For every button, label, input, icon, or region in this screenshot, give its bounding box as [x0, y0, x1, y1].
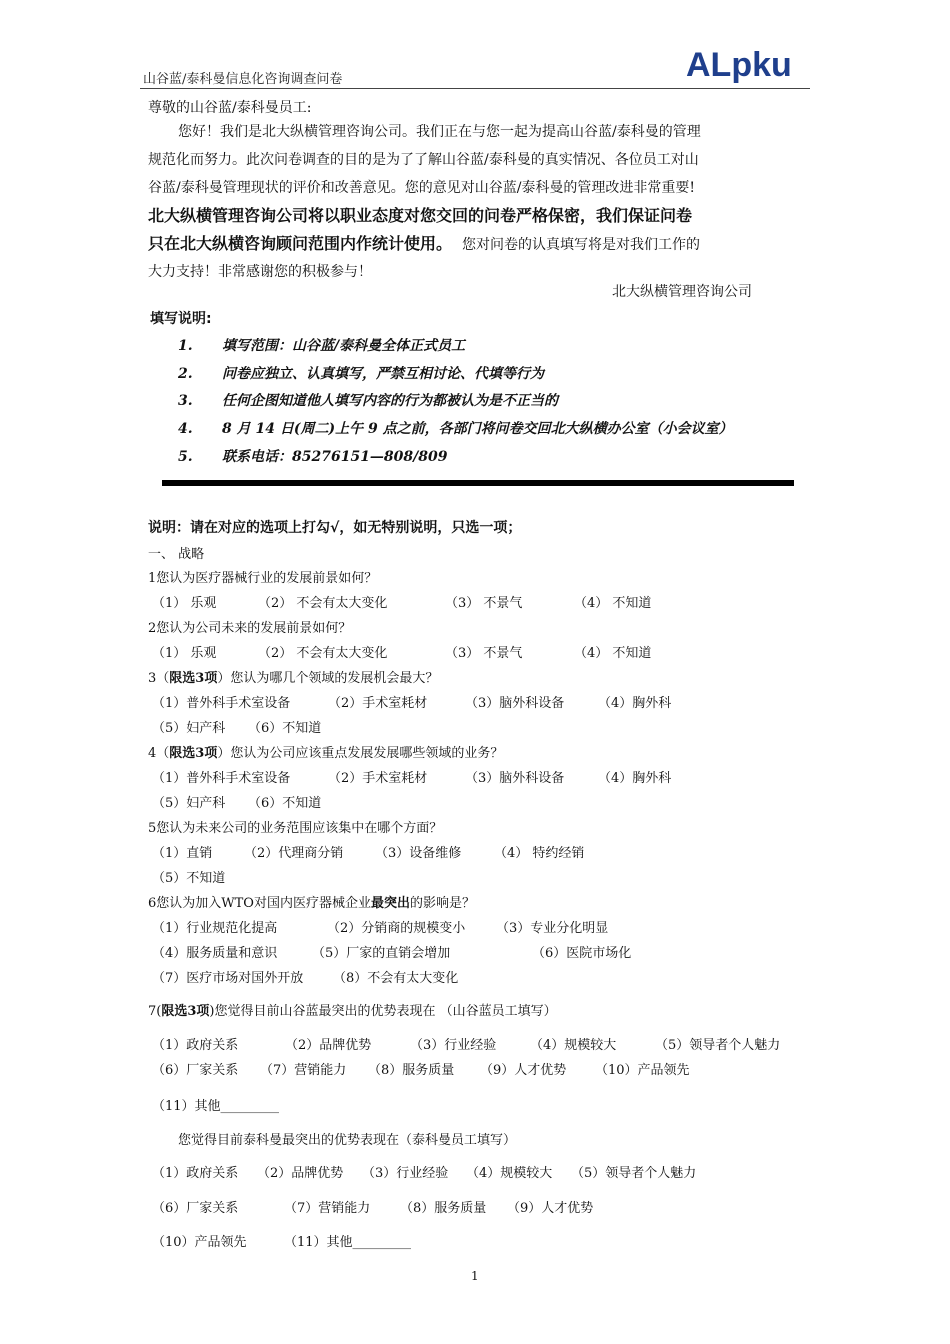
question-7b: 您觉得目前泰科曼最突出的优势表现在（泰科曼员工填写） — [178, 1133, 517, 1148]
question-5: 5您认为未来公司的业务范围应该集中在哪个方面？ — [148, 821, 443, 836]
option[interactable]: （4） 不知道 — [574, 646, 652, 661]
option[interactable]: （5）领导者个人魅力 — [655, 1038, 781, 1053]
option[interactable]: （3）脑外科设备 — [465, 771, 565, 786]
instruction-item: 1. 填写范围：山谷蓝/泰科曼全体正式员工 — [178, 338, 466, 354]
logo-text: ALpku — [686, 46, 792, 84]
option[interactable]: （1）政府关系 — [152, 1038, 239, 1053]
option[interactable]: （8）服务质量 — [400, 1201, 487, 1216]
option[interactable]: （4） 特约经销 — [494, 846, 585, 861]
option[interactable]: （4）规模较大 — [530, 1038, 617, 1053]
answer-note: 说明：请在对应的选项上打勾√，如无特别说明，只选一项； — [148, 520, 522, 536]
option[interactable]: （11）其他_________ — [152, 1099, 280, 1114]
option[interactable]: （3）设备维修 — [375, 846, 462, 861]
question-6: 6您认为加入WTO对国内医疗器械企业最突出的影响是？ — [148, 896, 475, 911]
option[interactable]: （1）政府关系 — [152, 1166, 239, 1181]
question-7: 7(限选3项)您觉得目前山谷蓝最突出的优势表现在 （山谷蓝员工填写） — [148, 1004, 557, 1019]
instruction-item: 3. 任何企图知道他人填写内容的行为都被认为是不正当的 — [178, 393, 558, 409]
question-1: 1您认为医疗器械行业的发展前景如何？ — [148, 571, 378, 586]
intro-last-line: 大力支持！非常感谢您的积极参与！ — [148, 264, 372, 280]
question-4: 4（限选3项）您认为公司应该重点发展发展哪些领域的业务？ — [148, 746, 504, 761]
page-number: 1 — [471, 1269, 479, 1283]
intro-confidential-2 — [148, 230, 700, 259]
option[interactable]: （5）妇产科 — [152, 721, 226, 736]
option[interactable]: （1） 乐观 — [152, 646, 217, 661]
option[interactable]: （11）其他_________ — [284, 1235, 412, 1250]
option[interactable]: （7）医疗市场对国外开放 — [152, 971, 304, 986]
intro-tail: 您对问卷的认真填写将是对我们工作的 — [462, 237, 701, 253]
header-title: 山谷蓝/泰科曼信息化咨询调查问卷 — [143, 72, 343, 87]
option[interactable]: （1） 乐观 — [152, 596, 217, 611]
option[interactable]: （10）产品领先 — [152, 1235, 247, 1250]
salutation: 尊敬的山谷蓝/泰科曼员工: — [148, 100, 312, 116]
option[interactable]: （3） 不景气 — [445, 646, 523, 661]
option[interactable]: （2）分销商的规模变小 — [327, 921, 466, 936]
option[interactable]: （6）不知道 — [248, 796, 322, 811]
question-3: 3（限选3项）您认为哪几个领域的发展机会最大？ — [148, 671, 439, 686]
option[interactable]: （3）行业经验 — [362, 1166, 449, 1181]
option[interactable]: （1）直销 — [152, 846, 213, 861]
option[interactable]: （4） 不知道 — [574, 596, 652, 611]
option[interactable]: （1）行业规范化提高 — [152, 921, 278, 936]
option[interactable]: （6）厂家关系 — [152, 1201, 239, 1216]
section-divider — [162, 480, 794, 486]
bold-text: 北大纵横管理咨询公司将以职业态度对您交回的问卷严格保密，我们保证问卷 — [148, 206, 693, 225]
option[interactable]: （3）专业分化明显 — [496, 921, 609, 936]
option[interactable]: （4）胸外科 — [598, 696, 672, 711]
option[interactable]: （7）营销能力 — [260, 1063, 347, 1078]
option[interactable]: （4）规模较大 — [466, 1166, 553, 1181]
option[interactable]: （5）不知道 — [152, 871, 226, 886]
intro-line-3: 谷蓝/泰科曼管理现状的评价和改善意见。您的意见对山谷蓝/泰科曼的管理改进非常重要! — [148, 180, 696, 196]
option[interactable]: （4）服务质量和意识 — [152, 946, 278, 961]
option[interactable]: （7）营销能力 — [284, 1201, 371, 1216]
option[interactable]: （3）行业经验 — [410, 1038, 497, 1053]
option[interactable]: （2）品牌优势 — [285, 1038, 372, 1053]
option[interactable]: （10）产品领先 — [595, 1063, 690, 1078]
instruction-item: 4. 8 月 14 日(周二)上午 9 点之前，各部门将问卷交回北大纵横办公室（小会议室） — [178, 421, 733, 437]
instruction-item: 5. 联系电话：85276151—808/809 — [178, 449, 448, 465]
company-logo — [686, 46, 810, 86]
option[interactable]: （3）脑外科设备 — [465, 696, 565, 711]
option[interactable]: （9）人才优势 — [480, 1063, 567, 1078]
option[interactable]: （2）品牌优势 — [257, 1166, 344, 1181]
option[interactable]: （2） 不会有太大变化 — [258, 646, 388, 661]
option[interactable]: （2）手术室耗材 — [328, 771, 428, 786]
option[interactable]: （5）妇产科 — [152, 796, 226, 811]
option[interactable]: （2）代理商分销 — [244, 846, 344, 861]
option[interactable]: （2） 不会有太大变化 — [258, 596, 388, 611]
option[interactable]: （4）胸外科 — [598, 771, 672, 786]
bold-text: 只在北大纵横咨询顾问范围内作统计使用。 — [148, 234, 453, 253]
option[interactable]: （1）普外科手术室设备 — [152, 771, 291, 786]
option[interactable]: （6）厂家关系 — [152, 1063, 239, 1078]
intro-line-1: 您好！我们是北大纵横管理咨询公司。我们正在与您一起为提高山谷蓝/泰科曼的管理 — [178, 124, 701, 140]
option[interactable]: （1）普外科手术室设备 — [152, 696, 291, 711]
option[interactable]: （2）手术室耗材 — [328, 696, 428, 711]
section-title: 一、 战略 — [148, 547, 205, 562]
signature: 北大纵横管理咨询公司 — [612, 284, 752, 300]
option[interactable]: （6）医院市场化 — [532, 946, 632, 961]
intro-confidential-1 — [148, 202, 692, 231]
header-rule — [140, 88, 810, 89]
question-2: 2您认为公司未来的发展前景如何？ — [148, 621, 352, 636]
instructions-title: 填写说明: — [150, 311, 212, 327]
option[interactable]: （8）服务质量 — [368, 1063, 455, 1078]
option[interactable]: （5）厂家的直销会增加 — [312, 946, 451, 961]
option[interactable]: （9）人才优势 — [507, 1201, 594, 1216]
instruction-item: 2. 问卷应独立、认真填写，严禁互相讨论、代填等行为 — [178, 366, 544, 382]
option[interactable]: （8）不会有太大变化 — [333, 971, 459, 986]
option[interactable]: （3） 不景气 — [445, 596, 523, 611]
intro-line-2: 规范化而努力。此次问卷调查的目的是为了了解山谷蓝/泰科曼的真实情况、各位员工对山 — [148, 152, 699, 168]
option[interactable]: （5）领导者个人魅力 — [571, 1166, 697, 1181]
option[interactable]: （6）不知道 — [248, 721, 322, 736]
